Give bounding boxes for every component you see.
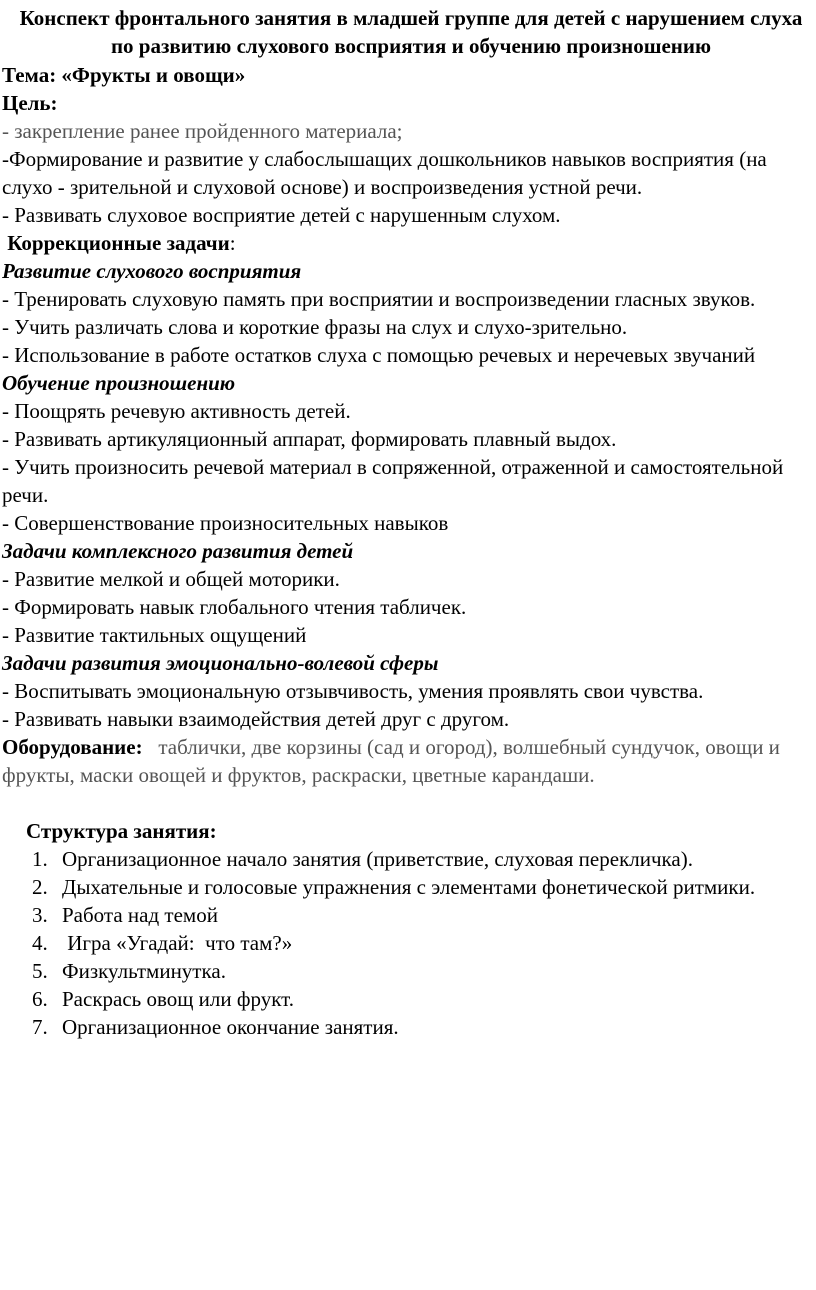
list-item	[2, 985, 816, 1013]
equipment-heading: Оборудование:	[2, 735, 143, 759]
section-heading-pronunciation: Обучение произношению	[2, 371, 236, 395]
section-item: - Развивать артикуляционный аппарат, формировать плавный выдох.	[2, 427, 617, 451]
list-item-number: 5.	[32, 959, 48, 983]
goal-item: - Развивать слуховое восприятие детей с нарушенным слухом.	[2, 203, 561, 227]
goal-item: -Формирование и развитие у слабослышащих дошкольников навыков восприятия (на слухо - зрительной и слуховой основе) и воспроизведения устной речи.	[2, 147, 767, 199]
correction-colon: :	[229, 231, 236, 255]
title-text: Конспект фронтального занятия в младшей группе для детей с нарушением слуха по развитию слухового восприятия и обучению произношению	[19, 6, 803, 58]
structure-list	[2, 845, 816, 1041]
list-item-number: 7.	[32, 1015, 48, 1039]
section-heading-emotional: Задачи развития эмоционально-волевой сферы	[2, 651, 439, 675]
list-item	[2, 1013, 816, 1041]
correction-heading-line	[2, 229, 816, 257]
spacer	[2, 789, 816, 817]
list-item-text: Игра «Угадай: что там?»	[62, 931, 293, 955]
section-heading-complex: Задачи комплексного развития детей	[2, 539, 354, 563]
topic-line: Тема: «Фрукты и овощи»	[2, 63, 246, 87]
list-item-text: Организационное начало занятия (приветствие, слуховая перекличка).	[62, 847, 693, 871]
list-item	[2, 957, 816, 985]
section-item: - Совершенствование произносительных навыков	[2, 511, 449, 535]
section-item: - Развитие мелкой и общей моторики.	[2, 567, 340, 591]
section-item: - Использование в работе остатков слуха с помощью речевых и неречевых звучаний	[2, 343, 756, 367]
section-item: - Воспитывать эмоциональную отзывчивость, умения проявлять свои чувства.	[2, 679, 704, 703]
list-item-text: Дыхательные и голосовые упражнения с элементами фонетической ритмики.	[62, 875, 756, 899]
correction-heading: Коррекционные задачи	[7, 231, 230, 255]
list-item-text: Раскрась овощ или фрукт.	[62, 987, 294, 1011]
section-item: - Учить различать слова и короткие фразы на слух и слухо-зрительно.	[2, 315, 628, 339]
section-item: - Формировать навык глобального чтения табличек.	[2, 595, 467, 619]
equipment-paragraph	[2, 733, 816, 789]
list-item-number: 2.	[32, 875, 48, 899]
section-item: - Учить произносить речевой материал в сопряженной, отраженной и самостоятельной речи.	[2, 455, 784, 507]
section-heading-hearing: Развитие слухового восприятия	[2, 259, 302, 283]
list-item-text: Работа над темой	[62, 903, 218, 927]
list-item	[2, 929, 816, 957]
list-item	[2, 845, 816, 873]
list-item-text: Физкультминутка.	[62, 959, 226, 983]
list-item-number: 1.	[32, 847, 48, 871]
list-item-text: Организационное окончание занятия.	[62, 1015, 399, 1039]
goal-item: - закрепление ранее пройденного материала;	[2, 119, 403, 143]
equipment-text: таблички, две корзины (сад и огород), волшебный сундучок, овощи и фрукты, маски овощей и фруктов, раскраски, цветные карандаши.	[2, 735, 786, 787]
document-content	[0, 61, 816, 1041]
section-item: - Тренировать слуховую память при восприятии и воспроизведении гласных звуков.	[2, 287, 756, 311]
list-item-number: 4.	[32, 931, 48, 955]
goal-heading: Цель:	[2, 91, 58, 115]
section-item: - Развивать навыки взаимодействия детей друг с другом.	[2, 707, 510, 731]
list-item-number: 6.	[32, 987, 48, 1011]
list-item-number: 3.	[32, 903, 48, 927]
list-item	[2, 901, 816, 929]
section-item: - Развитие тактильных ощущений	[2, 623, 307, 647]
list-item	[2, 873, 816, 901]
section-item: - Поощрять речевую активность детей.	[2, 399, 351, 423]
structure-heading: Структура занятия:	[26, 819, 217, 843]
document-title	[0, 4, 816, 60]
